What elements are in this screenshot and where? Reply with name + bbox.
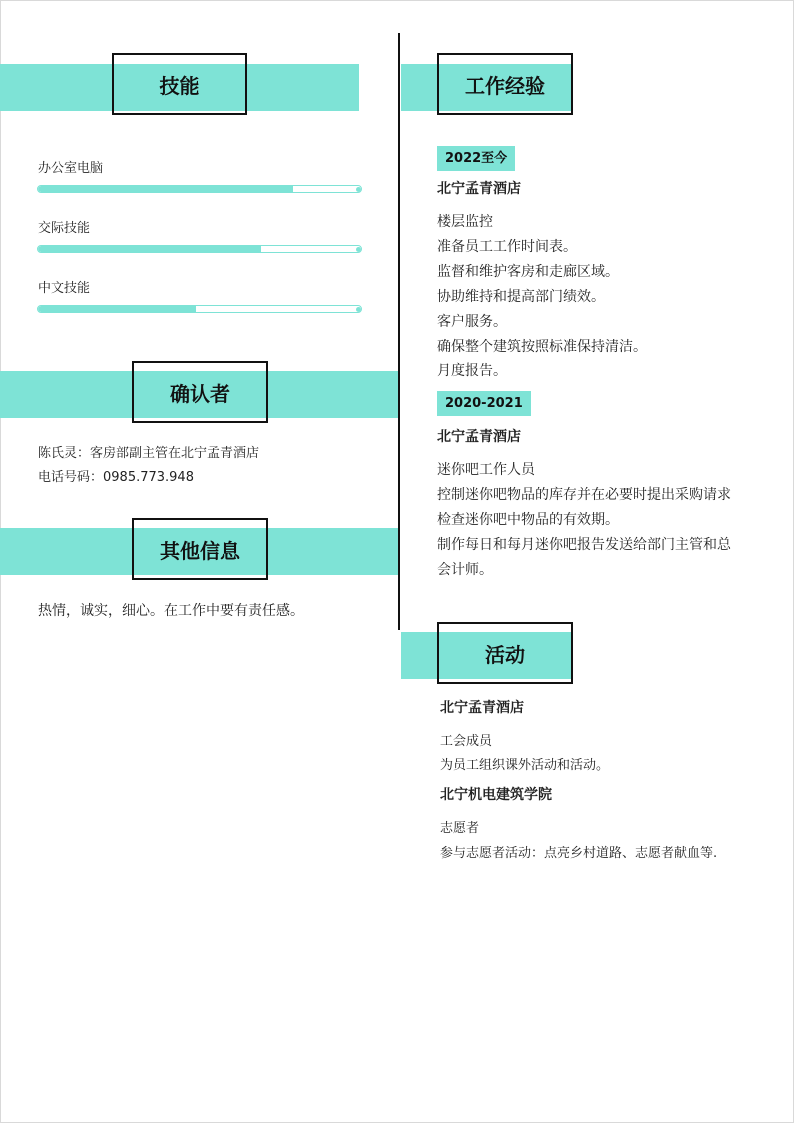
work-2-line: 迷你吧工作人员 [437,462,535,478]
skill-bar-end-dot [356,187,361,192]
skill-bar-chinese [37,305,362,313]
work-1-line: 确保整个建筑按照标准保持清洁。 [437,339,647,355]
other-heading: 其他信息 [132,518,268,580]
column-divider [398,33,400,630]
skill-bar-communication [37,245,362,253]
work-2-line: 控制迷你吧物品的库存并在必要时提出采购请求 [437,487,731,503]
work-date-2: 2020-2021 [437,391,531,416]
work-date-1: 2022至今 [437,146,515,171]
skill-bar-end-dot [356,307,361,312]
referee-line-2: 电话号码：0985.773.948 [38,470,194,485]
activity-desc-1: 为员工组织课外活动和活动。 [440,758,610,773]
work-2-line: 制作每日和每月迷你吧报告发送给部门主管和总 [437,537,731,553]
work-2-line: 检查迷你吧中物品的有效期。 [437,512,619,528]
other-info-text: 热情，诚实，细心。在工作中要有责任感。 [38,603,304,619]
work-1-line: 监督和维护客房和走廊区域。 [437,264,619,280]
activities-heading: 活动 [437,622,573,684]
activity-role-2: 志愿者 [440,821,480,836]
activity-org-1: 北宁孟青酒店 [440,700,524,716]
work-heading: 工作经验 [437,53,573,115]
skill-fill [38,186,293,192]
work-1-line: 准备员工工作时间表。 [437,239,577,255]
skill-fill [38,246,261,252]
skill-bar-office [37,185,362,193]
work-2-line: 会计师。 [437,562,493,578]
work-1-line: 楼层监控 [437,214,493,230]
work-1-line: 客户服务。 [437,314,507,330]
work-1-line: 月度报告。 [437,363,507,379]
work-company-2: 北宁孟青酒店 [437,429,521,445]
skills-heading: 技能 [112,53,247,115]
referee-heading: 确认者 [132,361,268,423]
skill-label-communication: 交际技能 [38,221,91,236]
referee-line-1: 陈氏灵：客房部副主管在北宁孟青酒店 [38,446,260,461]
work-company-1: 北宁孟青酒店 [437,181,521,197]
activity-org-2: 北宁机电建筑学院 [440,787,552,803]
skill-label-office: 办公室电脑 [38,161,104,176]
skill-bar-end-dot [356,247,361,252]
activity-desc-2: 参与志愿者活动：点亮乡村道路、志愿者献血等. [440,846,718,861]
activity-role-1: 工会成员 [440,734,493,749]
skill-label-chinese: 中文技能 [38,281,91,296]
work-1-line: 协助维持和提高部门绩效。 [437,289,605,305]
skill-fill [38,306,196,312]
